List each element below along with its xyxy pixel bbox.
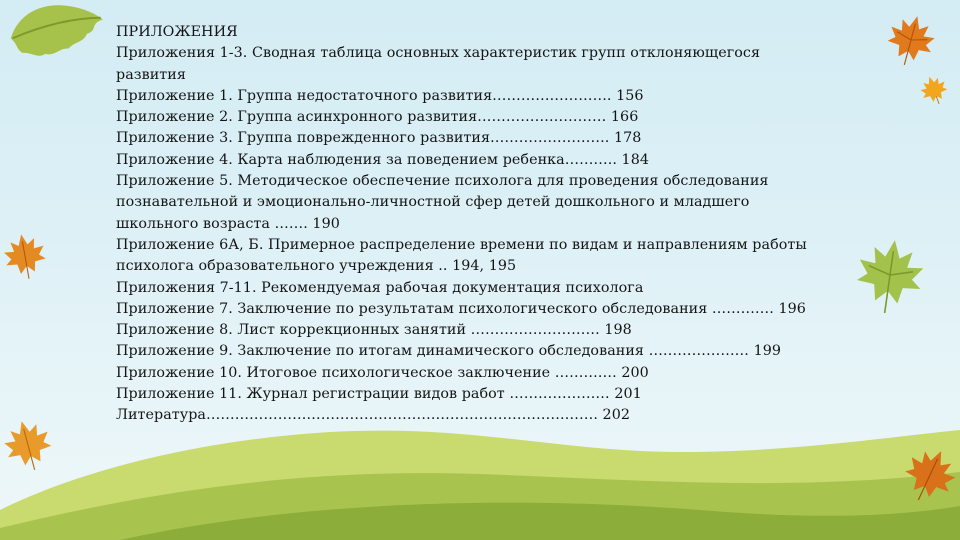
list-item: развития xyxy=(116,66,186,83)
appendix-list xyxy=(116,22,856,427)
maple-leaf-icon xyxy=(850,232,930,318)
list-item: психолога образовательного учреждения .. 194, 195 xyxy=(116,258,517,275)
oak-leaf-icon xyxy=(2,0,112,60)
list-item: Приложение 8. Лист коррекционных занятий ……………………… 198 xyxy=(116,322,632,339)
list-item: Приложения 1-3. Сводная таблица основных характеристик групп отклоняющегося xyxy=(116,45,761,62)
list-item: Приложение 3. Группа поврежденного развития……………………. 178 xyxy=(116,130,642,147)
list-item: Приложение 11. Журнал регистрации видов работ ………………… 201 xyxy=(116,386,642,403)
list-item: Приложение 6А, Б. Примерное распределение времени по видам и направлениям работы xyxy=(116,236,807,253)
list-item: Приложение 1. Группа недостаточного развития……………………. 156 xyxy=(116,87,644,104)
list-item: Литература………………………………………………………………………. 202 xyxy=(116,407,630,424)
list-item: Приложение 4. Карта наблюдения за поведением ребенка……….. 184 xyxy=(116,151,649,168)
maple-leaf-icon xyxy=(900,440,960,510)
list-item: Приложение 9. Заключение по итогам динамического обследования ………………… 199 xyxy=(116,343,782,360)
list-item: Приложение 7. Заключение по результатам психологического обследования …………. 196 xyxy=(116,300,806,317)
maple-leaf-icon xyxy=(883,10,939,70)
list-item: Приложение 5. Методическое обеспечение психолога для проведения обследования xyxy=(116,173,769,190)
list-item: Приложения 7-11. Рекомендуемая рабочая документация психолога xyxy=(116,279,644,296)
list-item: познавательной и эмоционально-личностной сфер детей дошкольного и младшего xyxy=(116,194,750,211)
maple-leaf-icon xyxy=(918,74,950,106)
list-item: школьного возраста ……. 190 xyxy=(116,215,340,232)
section-heading: ПРИЛОЖЕНИЯ xyxy=(116,24,238,40)
list-item: Приложение 2. Группа асинхронного развития……………………… 166 xyxy=(116,109,639,126)
maple-leaf-icon xyxy=(0,400,56,490)
maple-leaf-icon xyxy=(0,226,50,286)
list-item: Приложение 10. Итоговое психологическое заключение …………. 200 xyxy=(116,364,649,381)
